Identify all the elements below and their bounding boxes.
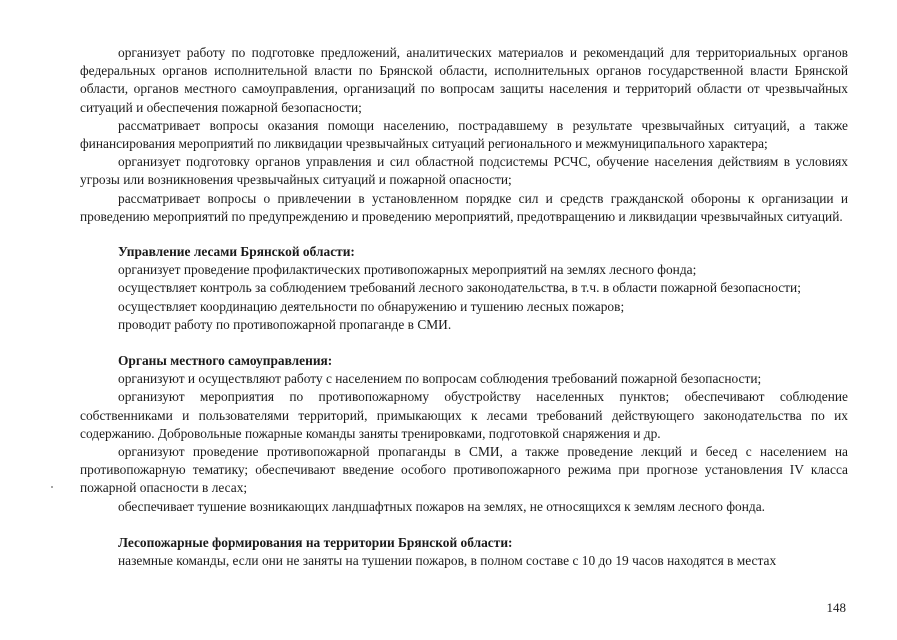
section-paragraph: организует проведение профилактических противопожарных мероприятий на землях лесного фонда; bbox=[118, 262, 697, 278]
section-title-fire-units: Лесопожарные формирования на территории Брянской области: bbox=[118, 534, 513, 550]
section-paragraph: организуют проведение противопожарной пропаганды в СМИ, а также проведение лекций и бесед с населением на противопожарную тематику; обеспечивают введение особого противопожарного режима при прогнозе установления IV класса пожарной опасности в лесах; bbox=[80, 444, 848, 496]
intro-paragraph-3: организует подготовку органов управления и сил областной подсистемы РСЧС, обучение населения действиям в условиях угрозы или возникновения чрезвычайных ситуаций и пожарной опасности; bbox=[80, 154, 848, 188]
section-paragraph: наземные команды, если они не заняты на тушении пожаров, в полном составе с 10 до 19 часов находятся в местах bbox=[118, 553, 777, 569]
page-number: 148 bbox=[826, 600, 846, 615]
section-local-government bbox=[80, 352, 848, 516]
section-paragraph: организуют и осуществляют работу с населением по вопросам соблюдения требований пожарной безопасности; bbox=[118, 371, 762, 387]
section-forest-management bbox=[80, 243, 848, 334]
section-fire-units bbox=[80, 534, 848, 570]
section-paragraph: обеспечивает тушение возникающих ландшафтных пожаров на землях, не относящихся к землям лесного фонда. bbox=[118, 498, 765, 514]
section-paragraph: организуют мероприятия по противопожарному обустройству населенных пунктов; обеспечивают соблюдение собственниками и пользователями территорий, примыкающих к лесами требований действующего законодательства по их содержанию. Добровольные пожарные команды заняты тренировками, подготовкой снаряжения и др. bbox=[80, 389, 848, 441]
intro-paragraph-1: организует работу по подготовке предложений, аналитических материалов и рекомендаций для территориальных органов федеральных органов исполнительной власти по Брянской области, исполнительных органов государственной власти Брянской области, органов местного самоуправления, организаций по вопросам защиты населения и территорий области от чрезвычайных ситуаций и обеспечения пожарной безопасности; bbox=[80, 45, 848, 115]
section-paragraph: проводит работу по противопожарной пропаганде в СМИ. bbox=[118, 316, 452, 332]
section-paragraph: осуществляет координацию деятельности по обнаружению и тушению лесных пожаров; bbox=[118, 298, 625, 314]
intro-paragraph-4: рассматривает вопросы о привлечении в установленном порядке сил и средств гражданской обороны к организации и проведению мероприятий по предупреждению и проведению мероприятий, предотвращению и ликвидации чрезвычайных ситуаций. bbox=[80, 190, 848, 224]
section-title-local-government: Органы местного самоуправления: bbox=[118, 353, 333, 369]
section-paragraph: осуществляет контроль за соблюдением требований лесного законодательства, в т.ч. в области пожарной безопасности; bbox=[118, 280, 801, 296]
intro-paragraph-2: рассматривает вопросы оказания помощи населению, пострадавшему в результате чрезвычайных ситуаций, а также финансирования мероприятий по ликвидации чрезвычайных ситуаций регионального и межмуниципального характера; bbox=[80, 117, 848, 152]
document-page bbox=[80, 44, 848, 570]
scan-speck bbox=[51, 486, 53, 488]
section-title-forest-management: Управление лесами Брянской области: bbox=[118, 244, 355, 260]
